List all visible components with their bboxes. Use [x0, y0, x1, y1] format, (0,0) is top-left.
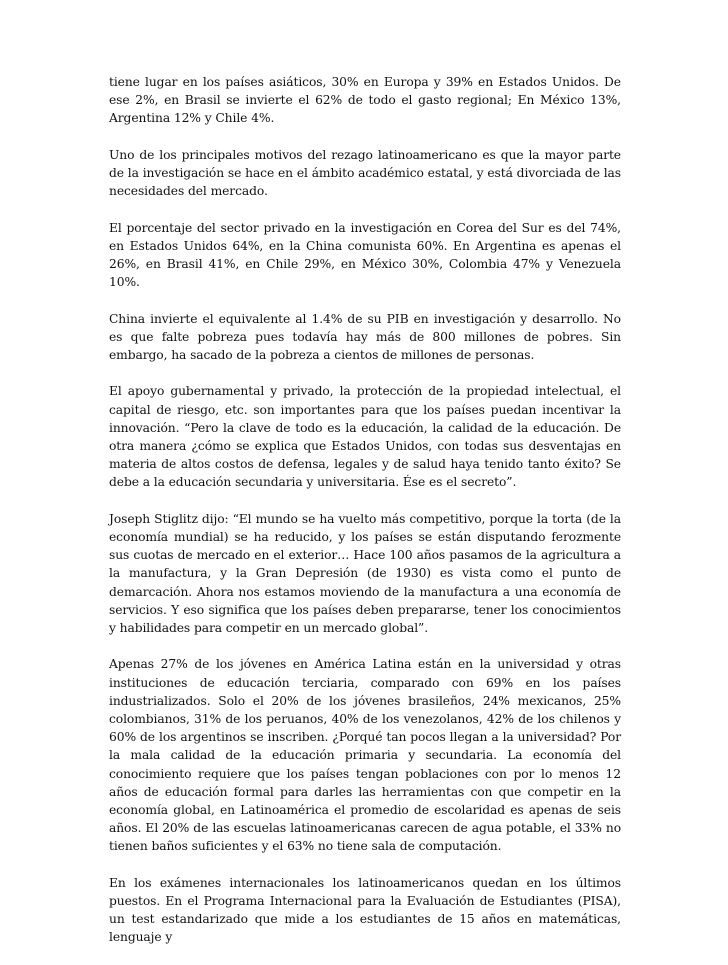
document-body [109, 73, 621, 965]
paragraph-research-lag: Uno de los principales motivos del rezago latinoamericano es que la mayor parte de la investigación se hace en el ámbito académico estatal, y está divorciada de las necesidades del mercado. [109, 147, 621, 199]
paragraph-university-enrollment: Apenas 27% de los jóvenes en América Latina están en la universidad y otras instituciones de educación terciaria, comparado con 69% en los países industrializados. Solo el 20% de los jóvenes brasileños, 24% mexicanos, 25% colombianos, 31% de los peruanos, 40% de los venezolanos, 42% de los chilenos y 60% de los argentinos se inscriben. ¿Porqué tan pocos llegan a la universidad? Por la mala calidad de la educación primaria y secundaria. La economía del conocimiento requiere que los países tengan poblaciones con por lo menos 12 años de educación formal para darles las herramientas con que competir en la economía global, en Latinoamérica el promedio de escolaridad es apenas de seis años. El 20% de las escuelas latinoamericanas carecen de agua potable, el 33% no tienen baños suficientes y el 63% no tiene sala de computación. [109, 657, 621, 854]
paragraph-private-sector: El porcentaje del sector privado en la investigación en Corea del Sur es del 74%, en Estados Unidos 64%, en la China comunista 60%. En Argentina es apenas el 26%, en Brasil 41%, en Chile 29%, en México 30%, Colombia 47% y Venezuela 10%. [109, 220, 621, 290]
paragraph-china-investment: China invierte el equivalente al 1.4% de su PIB en investigación y desarrollo. No es que falte pobreza pues todavía hay más de 800 millones de pobres. Sin embargo, ha sacado de la pobreza a cientos de millones de personas. [109, 311, 621, 362]
paragraph-education-key: El apoyo gubernamental y privado, la protección de la propiedad intelectual, el capital de riesgo, etc. son importantes para que los países puedan incentivar la innovación. “Pero la clave de todo es la educación, la calidad de la educación. De otra manera ¿cómo se explica que Estados Unidos, con todas sus desventajas en materia de altos costos de defensa, legales y de salud haya tenido tanto éxito? Se debe a la educación secundaria y universitaria. Ése es el secreto”. [109, 384, 621, 490]
paragraph-stiglitz-quote: Joseph Stiglitz dijo: “El mundo se ha vuelto más competitivo, porque la torta (de la economía mundial) se ha reducido, y los países se están disputando ferozmente sus cuotas de mercado en el exterior… Hace 100 años pasamos de la agricultura a la manufactura, y la Gran Depresión (de 1930) es vista como el punto de demarcación. Ahora nos estamos moviendo de la manufactura a una economía de servicios. Y eso significa que los países deben prepararse, tener los conocimientos y habilidades para competir en un mercado global”. [109, 511, 621, 636]
paragraph-international-exams: En los exámenes internacionales los latinoamericanos quedan en los últimos puestos. En el Programa Internacional para la Evaluación de Estudiantes (PISA), un test estandarizado que mide a los estudiantes de 15 años en matemáticas, lenguaje y [109, 875, 621, 945]
paragraph-research-spending: tiene lugar en los países asiáticos, 30% en Europa y 39% en Estados Unidos. De ese 2%, en Brasil se invierte el 62% de todo el gasto regional; En México 13%, Argentina 12% y Chile 4%. [109, 75, 621, 126]
